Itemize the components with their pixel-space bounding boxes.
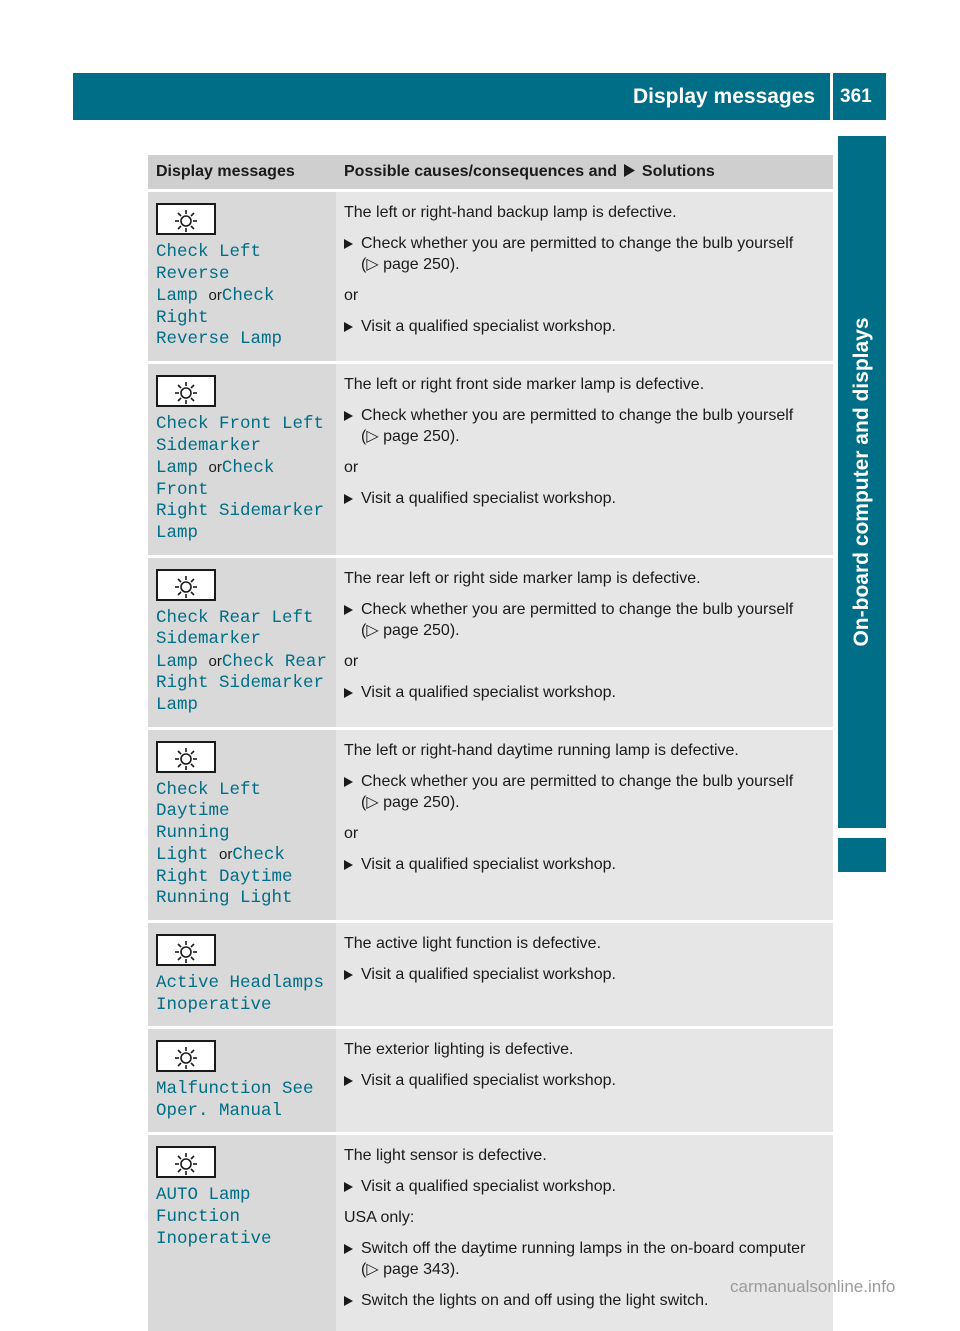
page-reference: (▷ page 250). [361,256,460,273]
solution-step [344,488,827,509]
step-text: Visit a qualified specialist workshop. [361,1178,616,1196]
step-arrow-icon [344,411,353,421]
lamp-icon [156,741,216,773]
display-messages-table [148,155,833,1331]
display-message-a: Check Front Left Sidemarker Lamp [156,413,325,479]
solution-step [344,599,827,641]
lamp-icon [156,934,216,966]
solution-step [344,682,827,703]
page-header [73,73,886,120]
solutions-arrow-icon [623,164,635,177]
step-text: Check whether you are permitted to change the bulb yourself [361,406,794,424]
page-reference: (▷ page 343). [361,1261,460,1279]
table-header-row [148,155,833,191]
lamp-icon [156,1040,216,1072]
solution-step [344,771,827,813]
step-text: Visit a qualified specialist workshop. [361,318,616,335]
step-arrow-icon [344,1296,353,1306]
step-text: Switch the lights on and off using the light switch. [361,1292,709,1310]
cause-text: The rear left or right side marker lamp is defective. [344,569,701,587]
solution-step [344,233,827,275]
solution-step [344,405,827,447]
step-text: Check whether you are permitted to change the bulb yourself [361,235,794,252]
step-text: Check whether you are permitted to change the bulb yourself [361,772,794,790]
lamp-icon [156,203,216,235]
side-chapter-label-wrap [838,136,886,828]
step-text: Visit a qualified specialist workshop. [361,1072,616,1090]
page-number: 361 [840,86,872,107]
cause-text: The light sensor is defective. [344,1147,547,1165]
or-word: or [208,287,222,305]
column-header-causes-text: Possible causes/consequences and [344,163,618,180]
step-text: Visit a qualified specialist workshop. [361,489,616,507]
solution-step [344,1070,827,1091]
cause-text: The left or right-hand backup lamp is defective. [344,204,677,221]
display-message-b: Check Rear Right Sidemarker Lamp [156,651,327,715]
solution-cell [336,362,833,556]
display-message-a: Check Rear Left Sidemarker Lamp [156,607,314,672]
step-text: Switch off the daytime running lamps in the on-board computer [361,1240,806,1258]
step-arrow-icon [344,605,353,615]
solution-step [344,964,827,985]
step-text: Visit a qualified specialist workshop. [361,683,616,701]
column-header-causes [336,155,833,191]
or-word: or [208,652,222,670]
step-arrow-icon [344,322,353,332]
or-word: or [219,846,233,864]
page-reference: (▷ page 250). [361,621,460,639]
table-row [148,556,833,728]
or-separator: or [344,824,359,842]
solution-step [344,316,827,337]
step-arrow-icon [344,239,353,249]
cause-text: The left or right-hand daytime running lamp is defective. [344,741,739,759]
table-row [148,922,833,1028]
message-cell [148,556,336,728]
table-row [148,191,833,363]
step-text: Visit a qualified specialist workshop. [361,966,616,984]
display-message: AUTO Lamp Function Inoperative [156,1185,272,1249]
solution-cell [336,1134,833,1331]
step-arrow-icon [344,970,353,980]
lamp-icon [156,569,216,601]
or-separator: or [344,287,359,304]
message-cell [148,1134,336,1331]
side-tab-block [838,838,886,872]
solution-cell [336,1028,833,1134]
column-header-display-messages: Display messages [148,155,336,191]
step-arrow-icon [344,688,353,698]
display-message-b: Check Right Daytime Running Light [156,845,293,909]
step-arrow-icon [344,1244,353,1254]
step-arrow-icon [344,860,353,870]
display-message-a: Check Left Reverse Lamp [156,242,262,307]
solution-cell [336,191,833,363]
solution-cell [336,556,833,728]
region-note: USA only: [344,1209,415,1227]
table-row [148,728,833,922]
display-message [156,414,328,545]
table-row [148,1134,833,1331]
solution-step [344,854,827,875]
lamp-icon [156,375,216,407]
cause-text: The exterior lighting is defective. [344,1041,574,1059]
table-row [148,1028,833,1134]
lamp-icon [156,1146,216,1178]
display-message-a: Check Left Daytime Running Light [156,779,262,866]
solution-step [344,1238,827,1280]
display-message-b: Check Right Reverse Lamp [156,286,283,350]
solution-cell [336,922,833,1028]
or-separator: or [344,458,359,476]
display-message-b: Check Front Right Sidemarker Lamp [156,458,325,543]
step-arrow-icon [344,777,353,787]
message-cell [148,922,336,1028]
message-cell [148,728,336,922]
display-message: Malfunction See Oper. Manual [156,1079,314,1121]
display-message [156,608,328,717]
step-arrow-icon [344,494,353,504]
step-arrow-icon [344,1182,353,1192]
message-cell [148,1028,336,1134]
side-chapter-label: On-board computer and displays [850,317,873,647]
message-cell [148,362,336,556]
watermark: carmanualsonline.info [730,1277,896,1296]
display-message [156,780,328,911]
cause-text: The active light function is defective. [344,935,602,953]
solution-cell [336,728,833,922]
step-text: Visit a qualified specialist workshop. [361,855,616,873]
step-arrow-icon [344,1076,353,1086]
page-reference: (▷ page 250). [361,427,460,445]
column-header-solutions-text: Solutions [641,163,715,180]
or-separator: or [344,652,359,670]
display-message [156,242,328,351]
display-message: Active Headlamps Inoperative [156,973,325,1015]
cause-text: The left or right front side marker lamp is defective. [344,375,705,393]
header-divider [830,73,833,120]
message-cell [148,191,336,363]
table-row [148,362,833,556]
page-header-title: Display messages [633,85,816,108]
page-reference: (▷ page 250). [361,793,460,811]
solution-step [344,1176,827,1197]
step-text: Check whether you are permitted to change the bulb yourself [361,600,794,618]
or-word: or [208,459,222,477]
